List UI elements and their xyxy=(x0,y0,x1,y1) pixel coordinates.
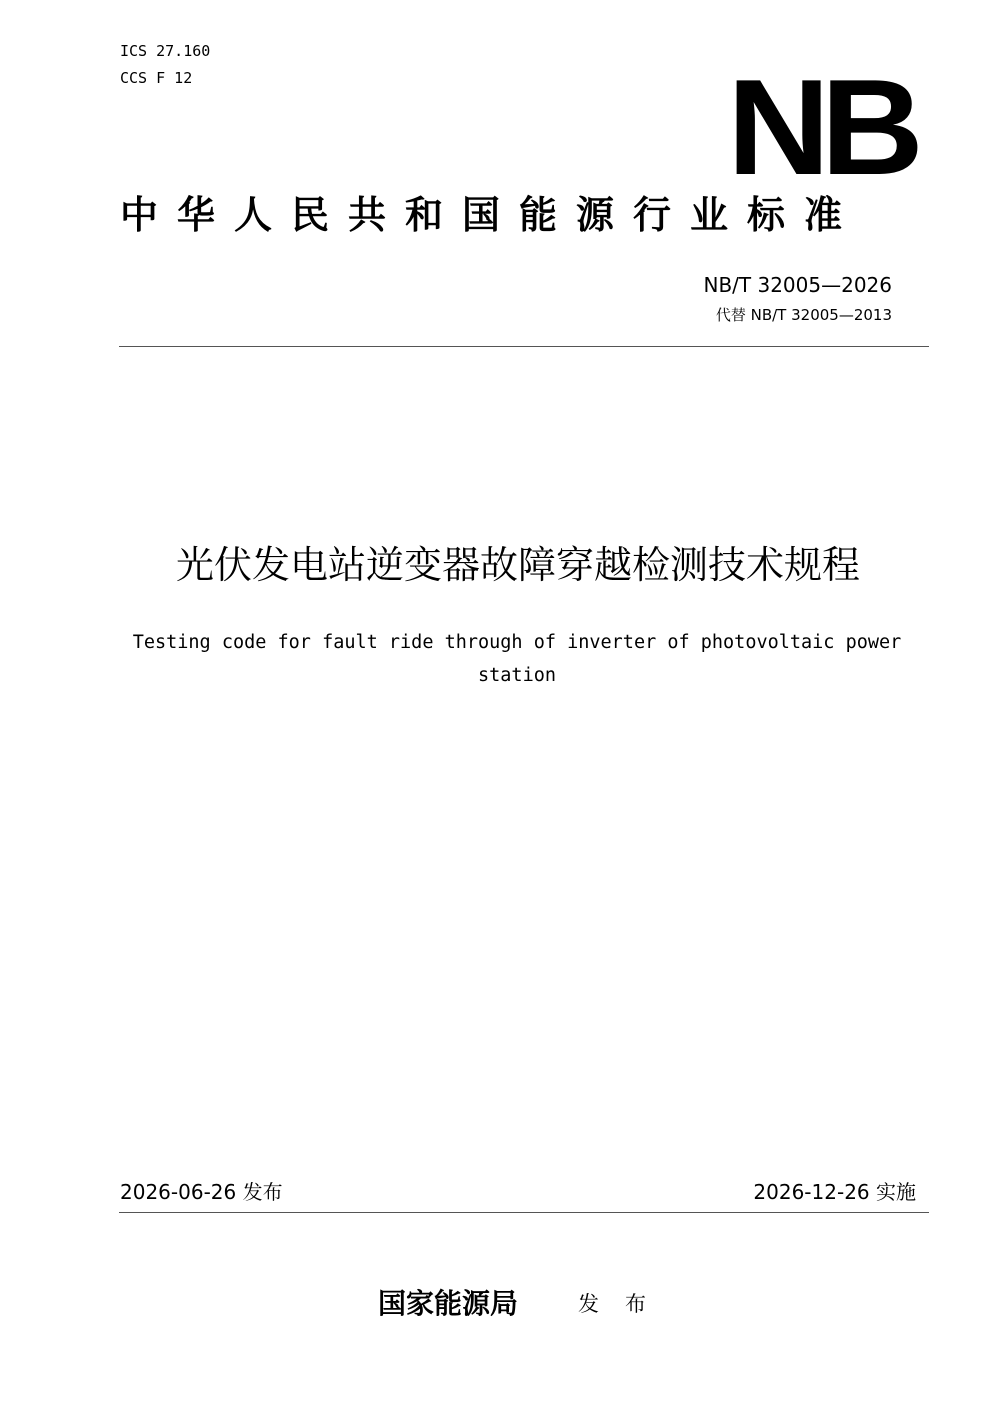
standard-category-title: 中华人民共和国能源行业标准 xyxy=(120,193,862,237)
bottom-divider xyxy=(119,1212,929,1213)
replaces-standard: 代替 NB/T 32005—2013 xyxy=(715,306,892,324)
top-divider xyxy=(119,346,929,347)
document-title-chinese: 光伏发电站逆变器故障穿越检测技术规程 xyxy=(175,543,860,587)
effective-date: 2026-12-26 实施 xyxy=(753,1180,916,1204)
nb-logo: NB xyxy=(726,51,914,203)
ccs-code: CCS F 12 xyxy=(120,69,193,87)
ics-code: ICS 27.160 xyxy=(120,42,211,60)
standard-number: NB/T 32005—2026 xyxy=(703,273,892,297)
issuing-authority: 国家能源局 xyxy=(378,1287,519,1320)
document-title-english: Testing code for fault ride through of inverter of photovoltaic power station xyxy=(132,632,902,686)
publish-date: 2026-06-26 发布 xyxy=(120,1180,283,1204)
issue-label: 发布 xyxy=(578,1292,672,1316)
